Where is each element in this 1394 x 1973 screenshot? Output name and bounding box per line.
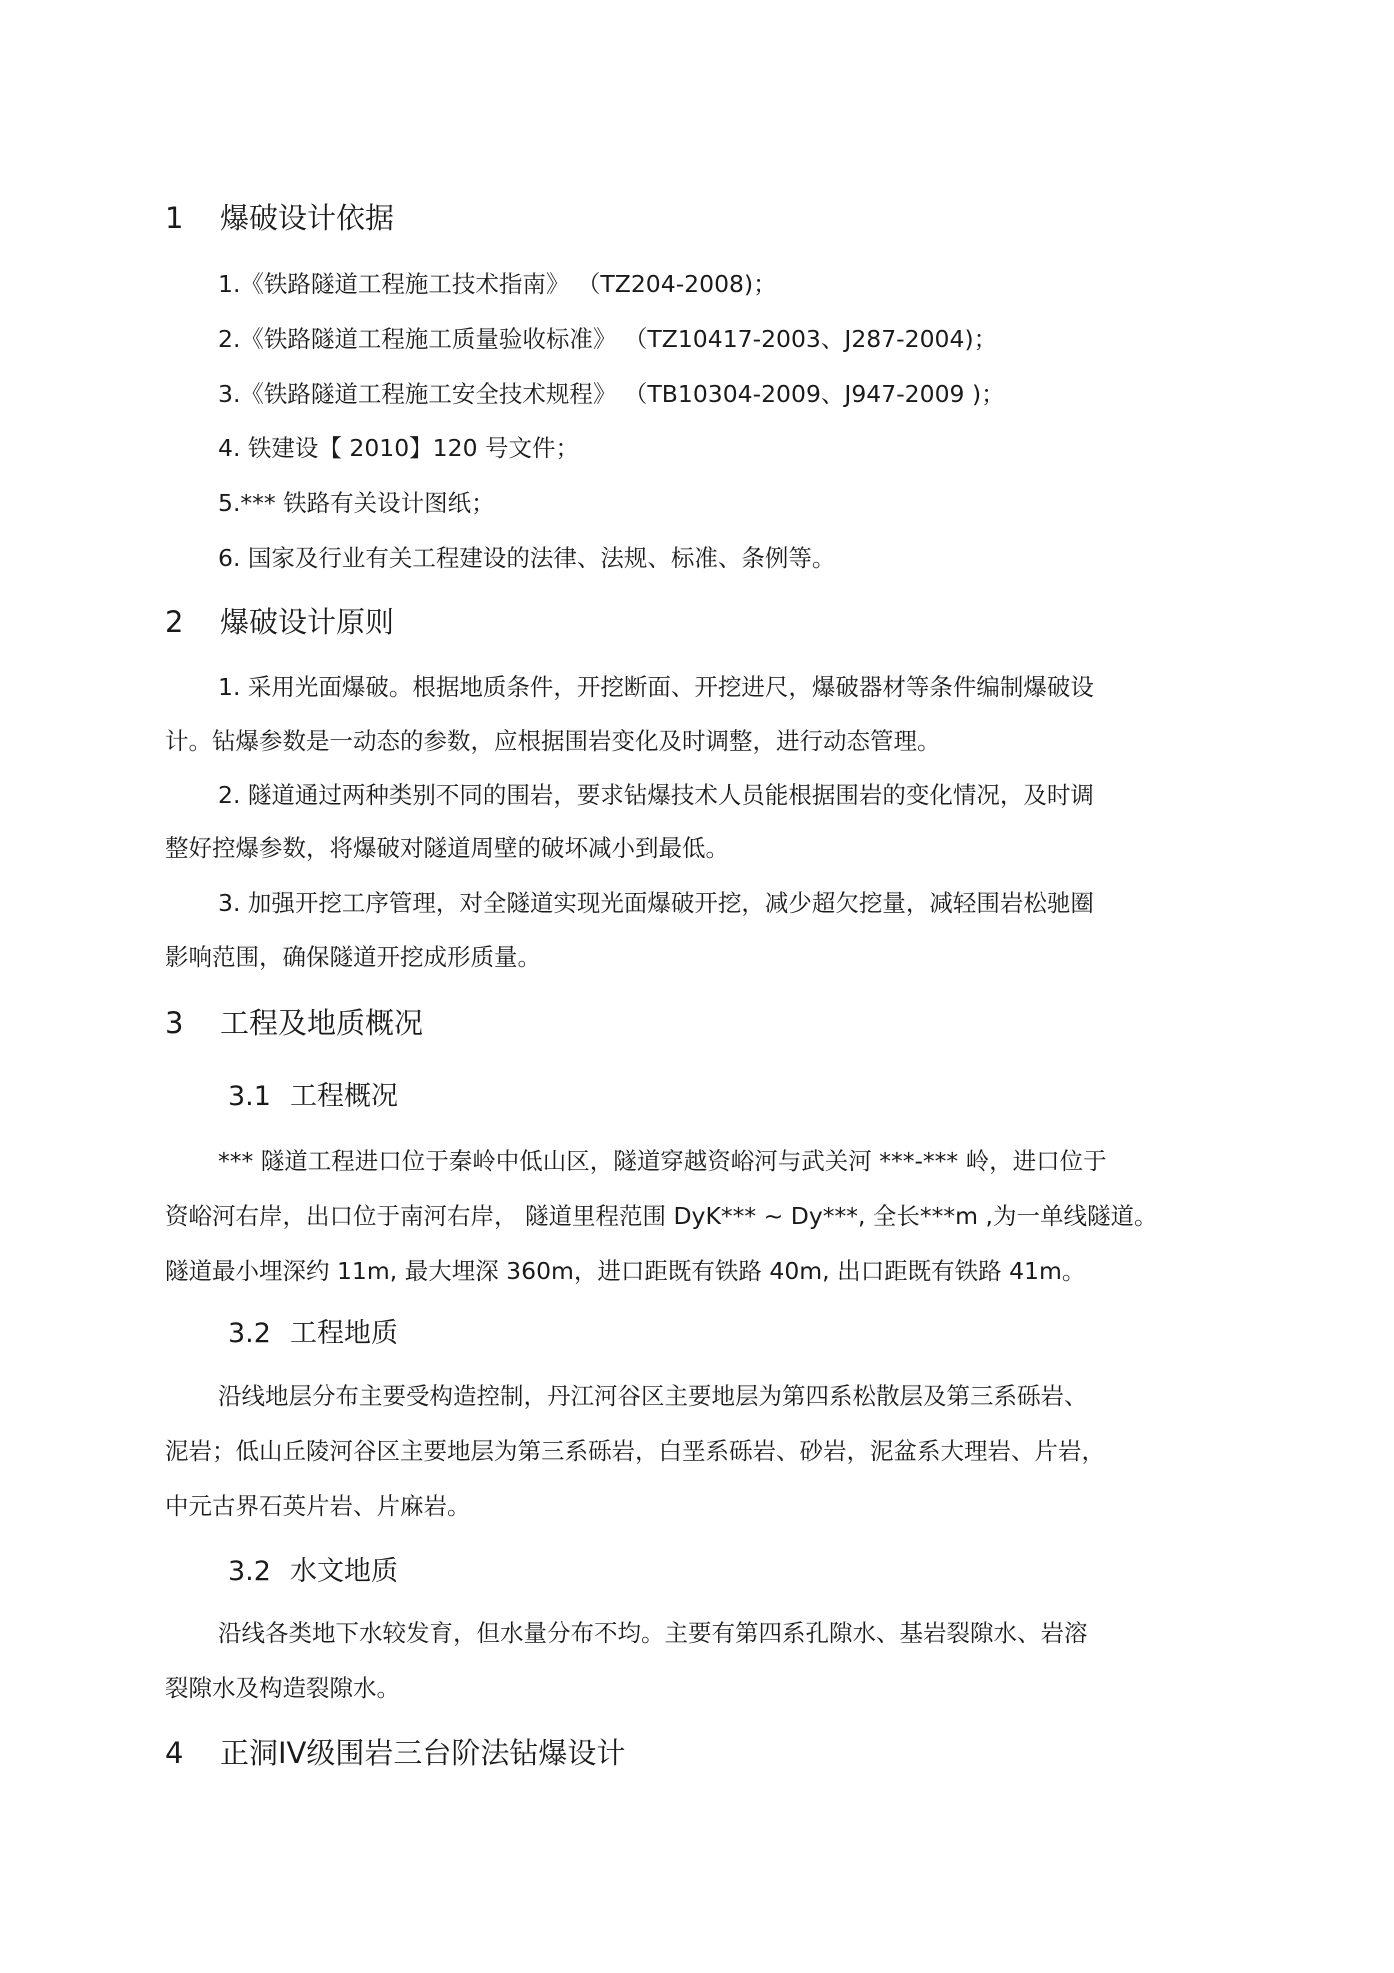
paragraph-line: 沿线各类地下水较发育，但水量分布不均。主要有第四系孔隙水、基岩裂隙水、岩溶: [218, 1619, 1088, 1647]
reference-item: 5.*** 铁路有关设计图纸；: [218, 489, 495, 517]
paragraph-line: 裂隙水及构造裂隙水。: [165, 1674, 400, 1702]
reference-item: 6. 国家及行业有关工程建设的法律、法规、标准、条例等。: [218, 544, 836, 572]
paragraph-line: *** 隧道工程进口位于秦岭中低山区，隧道穿越资峪河与武关河 ***-*** 岭，进口位于: [218, 1147, 1107, 1175]
reference-item: 3.《铁路隧道工程施工安全技术规程》 （TB10304-2009、J947-2009 )；: [218, 380, 1005, 408]
section-4-heading: [165, 1735, 625, 1771]
section-number: 1: [165, 201, 184, 235]
paragraph-line: 整好控爆参数，将爆破对隧道周壁的破坏减小到最低。: [165, 834, 729, 862]
section-number: 2: [165, 605, 184, 639]
section-1-heading: [165, 200, 394, 236]
subsection-title: 水文地质: [290, 1556, 398, 1587]
reference-item: 4. 铁建设【 2010】120 号文件；: [218, 434, 579, 462]
paragraph-line: 中元古界石英片岩、片麻岩。: [165, 1492, 471, 1520]
section-2-heading: [165, 604, 394, 640]
section-3-heading: [165, 1005, 423, 1041]
paragraph-line: 1. 采用光面爆破。根据地质条件，开挖断面、开挖进尺，爆破器材等条件编制爆破设: [218, 673, 1094, 701]
paragraph-line: 隧道最小埋深约 11m, 最大埋深 360m，进口距既有铁路 40m, 出口距既有铁路 41m。: [165, 1257, 1086, 1285]
section-title: 爆破设计依据: [220, 201, 395, 235]
section-number: 3: [165, 1006, 184, 1040]
subsection-3-2-hydro-heading: [228, 1555, 398, 1589]
subsection-number: 3.2: [228, 1556, 271, 1587]
subsection-title: 工程概况: [290, 1081, 398, 1112]
paragraph-line: 泥岩；低山丘陵河谷区主要地层为第三系砾岩，白垩系砾岩、砂岩，泥盆系大理岩、片岩，: [165, 1437, 1105, 1465]
reference-item: 2.《铁路隧道工程施工质量验收标准》 （TZ10417-2003、J287-2004)；: [218, 325, 998, 353]
section-title: 正洞IV级围岩三台阶法钻爆设计: [220, 1736, 626, 1770]
paragraph-line: 计。钻爆参数是一动态的参数，应根据围岩变化及时调整，进行动态管理。: [165, 727, 941, 755]
section-title: 爆破设计原则: [220, 605, 395, 639]
subsection-3-1-heading: [228, 1080, 398, 1114]
paragraph-line: 2. 隧道通过两种类别不同的围岩，要求钻爆技术人员能根据围岩的变化情况，及时调: [218, 781, 1094, 809]
paragraph-line: 资峪河右岸，出口位于南河右岸， 隧道里程范围 DyK*** ~ Dy***, 全长***m ,为一单线隧道。: [165, 1202, 1158, 1230]
section-number: 4: [165, 1736, 184, 1770]
section-title: 工程及地质概况: [220, 1006, 424, 1040]
paragraph-line: 沿线地层分布主要受构造控制，丹江河谷区主要地层为第四系松散层及第三系砾岩、: [218, 1382, 1088, 1410]
subsection-number: 3.1: [228, 1081, 271, 1112]
subsection-title: 工程地质: [290, 1318, 398, 1349]
reference-item: 1.《铁路隧道工程施工技术指南》 （TZ204-2008)；: [218, 270, 777, 298]
subsection-3-2-heading: [228, 1317, 398, 1351]
paragraph-line: 3. 加强开挖工序管理，对全隧道实现光面爆破开挖，减少超欠挖量，减轻围岩松驰圈: [218, 889, 1094, 917]
paragraph-line: 影响范围，确保隧道开挖成形质量。: [165, 943, 541, 971]
subsection-number: 3.2: [228, 1318, 271, 1349]
